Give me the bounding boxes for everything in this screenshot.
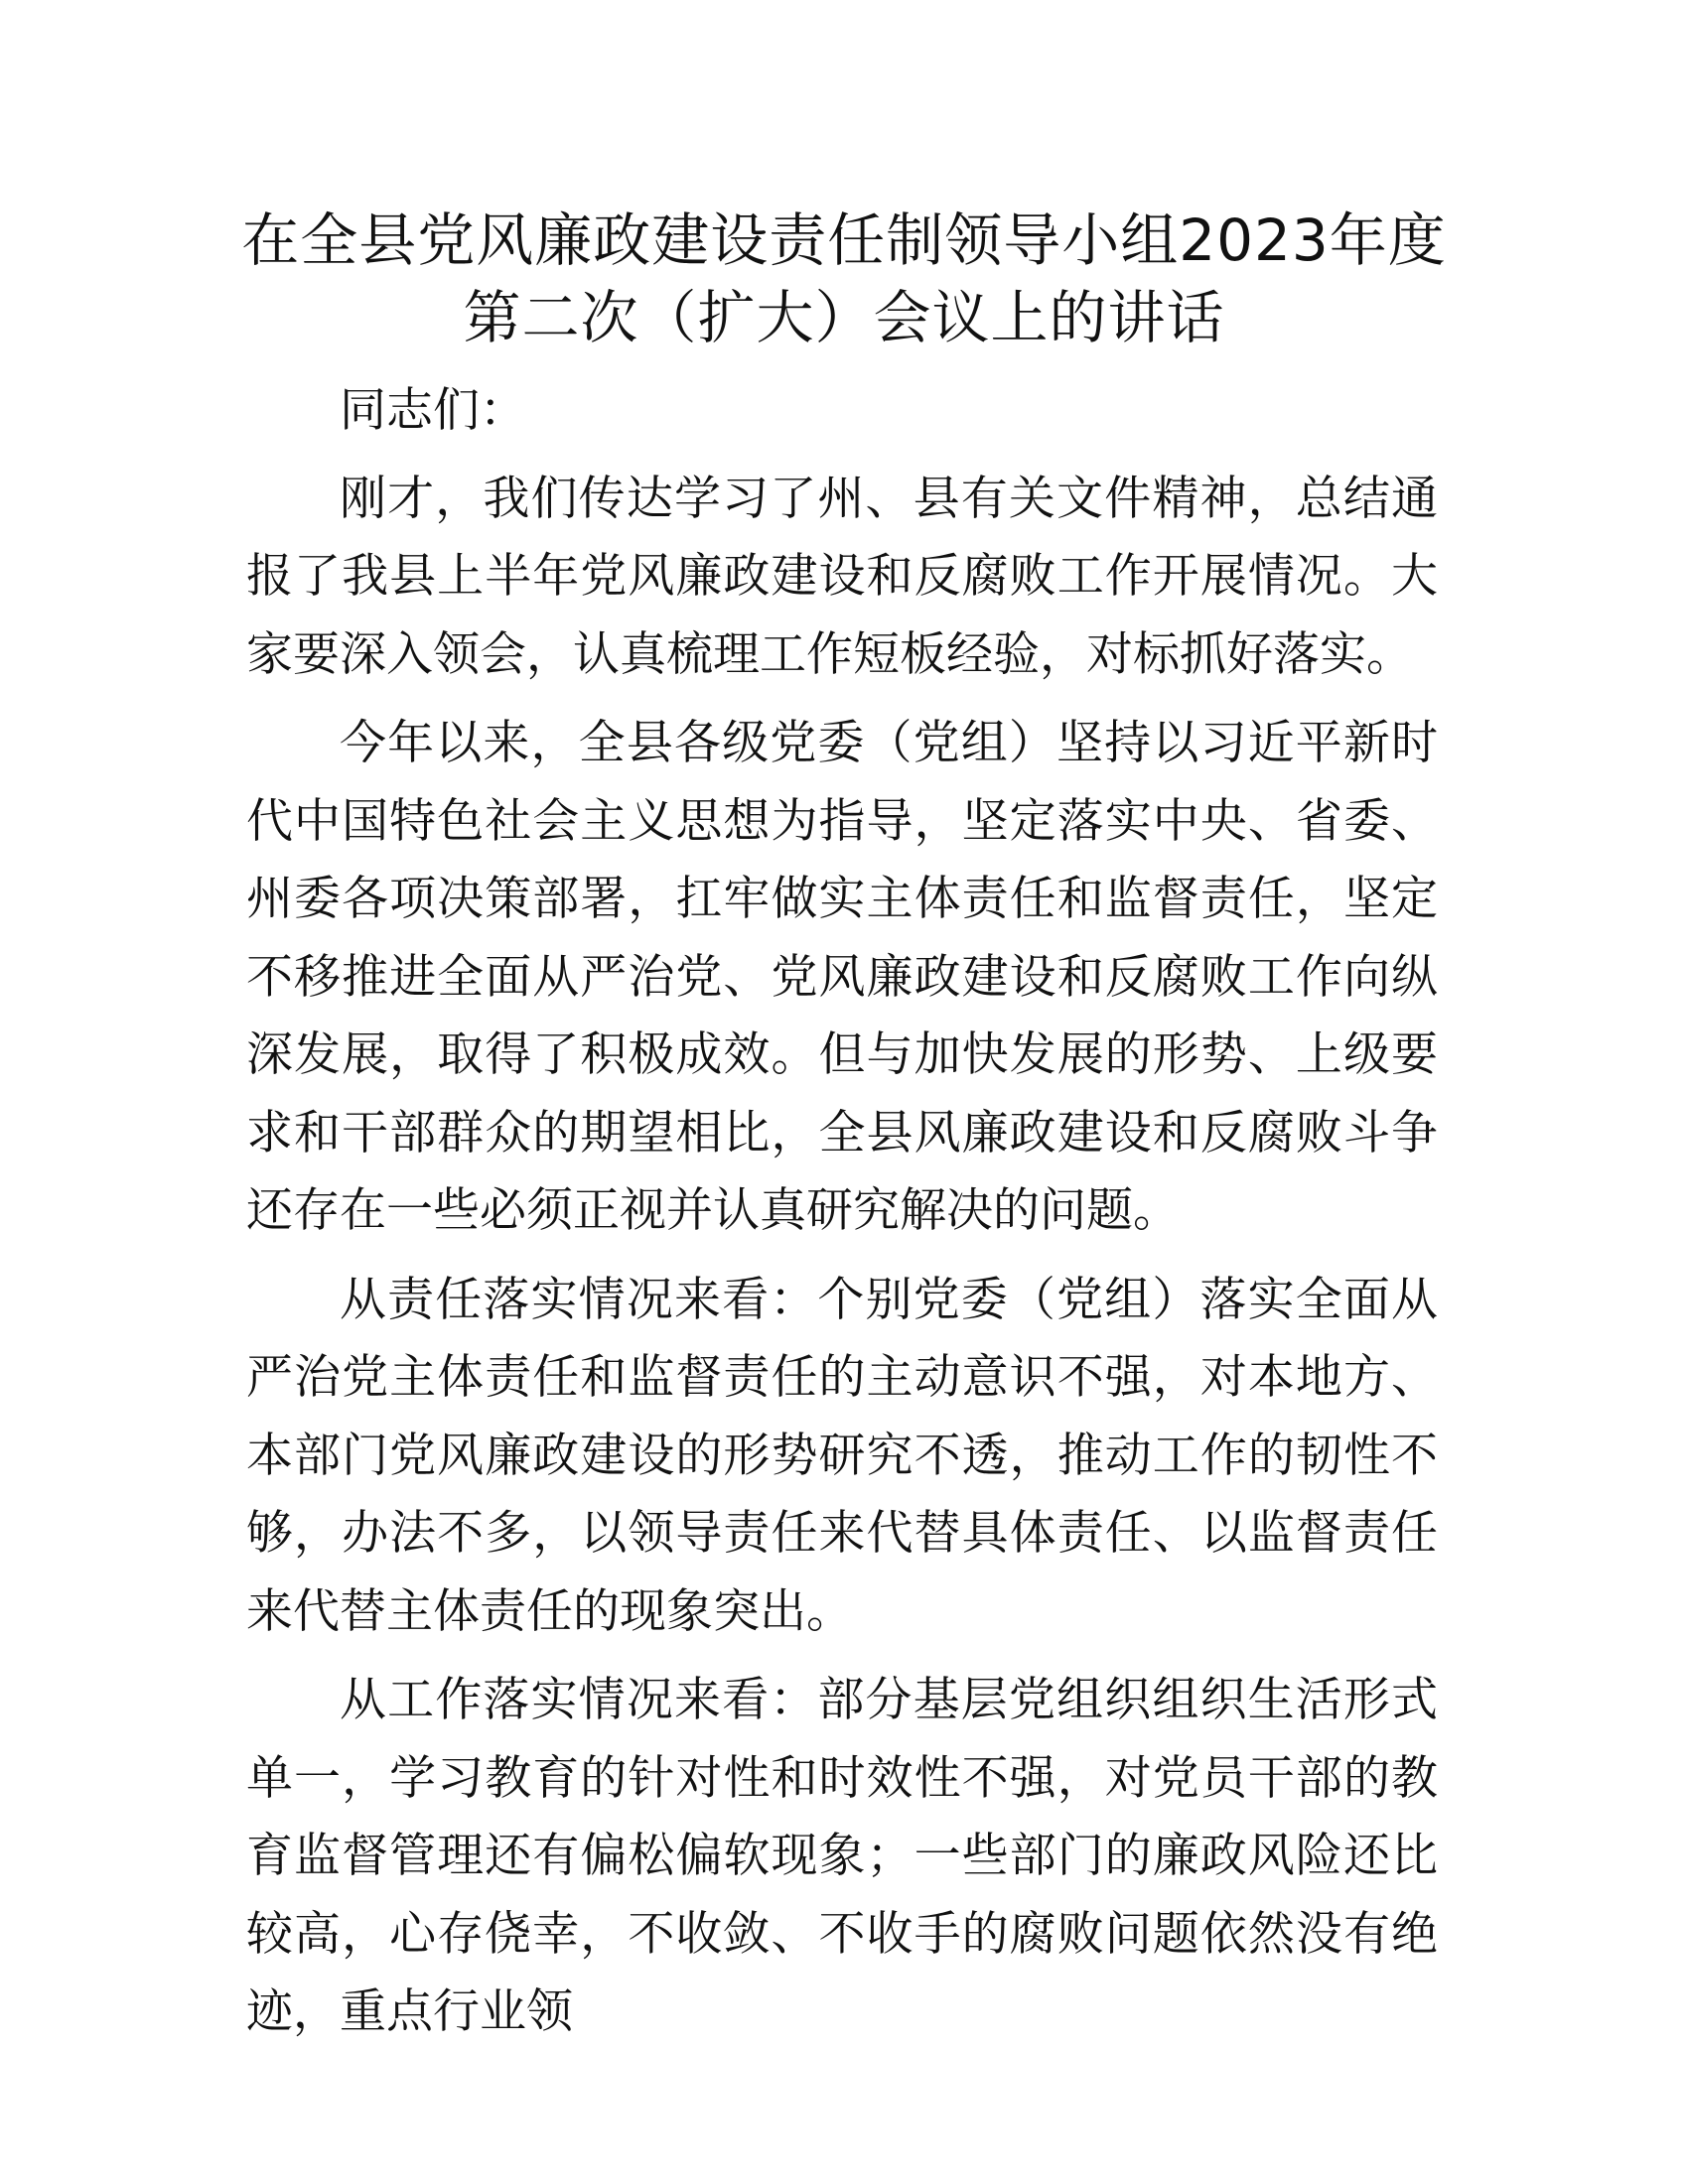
paragraph: 从工作落实情况来看：部分基层党组织组织生活形式单一，学习教育的针对性和时效性不强，对党员干部的教育监督管理还有偏松偏软现象；一些部门的廉政风险还比较高，心存侥幸，不收敛、不收手的腐败问题依然没有绝迹，重点行业领 [246,1673,1438,2039]
paragraph: 刚才，我们传达学习了州、县有关文件精神，总结通报了我县上半年党风廉政建设和反腐败工作开展情况。大家要深入领会，认真梳理工作短板经验，对标抓好落实。 [246,471,1438,682]
document-title-line-1: 在全县党风廉政建设责任制领导小组2023年度 [241,206,1447,274]
paragraph: 今年以来，全县各级党委（党组）坚持以习近平新时代中国特色社会主义思想为指导，坚定落实中央、省委、州委各项决策部署，扛牢做实主体责任和监督责任，坚定不移推进全面从严治党、党风廉政建设和反腐败工作向纵深发展，取得了积极成效。但与加快发展的形势、上级要求和干部群众的期望相比，全县风廉政建设和反腐败斗争还存在一些必须正视并认真研究解决的问题。 [246,716,1438,1238]
salutation: 同志们： [340,383,526,438]
paragraph: 从责任落实情况来看：个别党委（党组）落实全面从严治党主体责任和监督责任的主动意识不强，对本地方、本部门党风廉政建设的形势研究不透，推动工作的韧性不够，办法不多，以领导责任来代替具体责任、以监督责任来代替主体责任的现象突出。 [246,1272,1438,1639]
document-body [246,372,1438,2063]
document-title-line-2: 第二次（扩大）会议上的讲话 [463,284,1225,351]
